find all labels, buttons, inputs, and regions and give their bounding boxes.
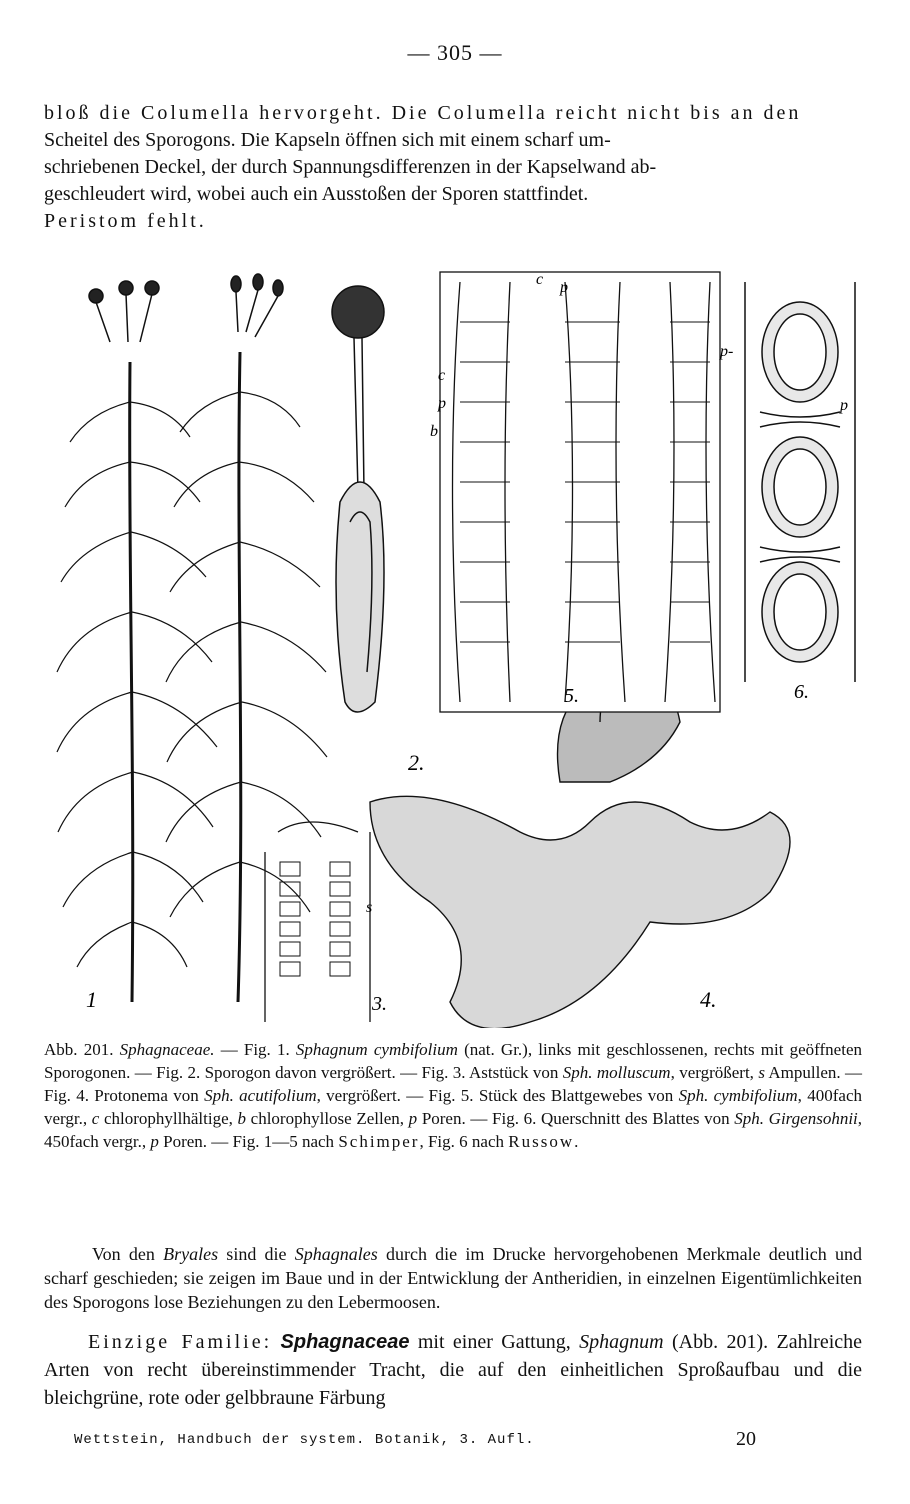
caption-species: Sph. acutifolium [204, 1086, 317, 1105]
fig5-leaf-tissue [440, 272, 720, 712]
paragraph-text: mit einer Gattung, [409, 1331, 580, 1353]
caption-text: — Fig. 1. [214, 1040, 296, 1059]
caption-text: , vergrößert, [670, 1063, 759, 1082]
caption-text: Ampullen. — Fig. 4. Protonema von [44, 1063, 862, 1105]
figure-abb-201 [40, 262, 866, 1028]
caption-letter: p [150, 1132, 159, 1151]
annotation-p: p [560, 279, 568, 296]
caption-text: , 450fach vergr., [44, 1109, 863, 1151]
caption-text: , 400fach vergr., [44, 1086, 862, 1128]
caption-text: chlorophyllhältige, [99, 1109, 238, 1128]
caption-letter: b [237, 1109, 247, 1128]
caption-author: Russow [508, 1132, 575, 1151]
caption-text: . [574, 1132, 579, 1151]
caption-letter: s [758, 1063, 765, 1082]
fig2-label: 2. [408, 750, 425, 775]
family-name: Sphagnaceae [280, 1331, 410, 1353]
fig4-protonema [370, 660, 790, 1028]
fig6-label: 6. [794, 681, 809, 703]
caption-text: , Fig. 6 nach [419, 1132, 509, 1151]
annotation-c: c [536, 271, 544, 288]
annotation-c: c [438, 367, 446, 384]
taxon-name: Sphagnales [294, 1244, 378, 1264]
annotation-p: p- [720, 343, 734, 360]
intro-line: schriebenen Deckel, der durch Spannungsdifferenzen in der Kapselwand ab- [44, 156, 657, 178]
fig1-moss-plants [57, 274, 327, 1002]
annotation-p: p [840, 397, 848, 414]
paragraph-text: (Abb. 201). Zahlreiche Arten von recht übereinstimmender Tracht, die auf den einheitlichen Sproßaufbau und die bleichgrüne, rote oder gelbbraune Färbung [44, 1331, 863, 1409]
annotation-s: s [366, 899, 373, 916]
annotation-b: b [430, 423, 438, 440]
intro-line: Peristom fehlt. [44, 210, 207, 232]
genus-name: Sphagnum [579, 1331, 664, 1353]
annotation-p: p [438, 395, 446, 412]
caption-text: (nat. Gr.), links mit geschlossenen, rechts mit geöffneten Sporogonen. — Fig. 2. Sporogon davon vergrößert. — Fig. 3. Aststück von [44, 1040, 862, 1082]
page-number: — 305 — [407, 40, 503, 65]
taxon-name: Bryales [163, 1244, 219, 1264]
paragraph-text: sind die [218, 1244, 295, 1264]
family-lead: Einzige Familie: [88, 1331, 273, 1353]
bryales-paragraph [44, 1242, 862, 1314]
caption-letter: c [91, 1109, 100, 1128]
intro-line: Scheitel des Sporogons. Die Kapseln öffnen sich mit einem scharf um- [44, 129, 611, 151]
figure-caption [44, 1038, 862, 1153]
fig5-label: 5. [564, 685, 579, 707]
intro-paragraph [44, 100, 862, 235]
family-paragraph [44, 1328, 862, 1412]
fig2-sporogon [332, 286, 384, 712]
paragraph-text: durch die im Drucke hervorgehobenen Merkmale deutlich und scharf geschieden; sie zeigen im Baue und in der Entwicklung der Antheridien, in einzelnen Eigentümlichkeiten des Sporogons lose Beziehungen zu den Lebermoosen. [44, 1244, 862, 1312]
caption-family: Sphagnaceae. [119, 1040, 215, 1059]
fig4-label: 4. [700, 987, 717, 1012]
fig3-label: 3. [372, 993, 387, 1015]
caption-letter: p [408, 1109, 418, 1128]
fig3-branch-piece [265, 822, 373, 1022]
footer-signature: 20 [736, 1428, 756, 1450]
fig1-label: 1 [86, 987, 97, 1012]
caption-abb: Abb. 201. [44, 1040, 114, 1059]
caption-species: Sph. molluscum [562, 1063, 671, 1082]
caption-text: Poren. — Fig. 1—5 nach [158, 1132, 339, 1151]
paragraph-text: Von den [92, 1244, 164, 1264]
caption-author: Schimper [338, 1132, 420, 1151]
footer-citation: Wettstein, Handbuch der system. Botanik, 3. Aufl. [74, 1432, 535, 1448]
caption-species: Sph. cymbifolium [678, 1086, 798, 1105]
fig6-cross-section [740, 272, 860, 692]
caption-text: , vergrößert. — Fig. 5. Stück des Blattgewebes von [316, 1086, 679, 1105]
caption-species: Sph. Girgensohnii [734, 1109, 858, 1128]
intro-line: geschleudert wird, wobei auch ein Ausstoßen der Sporen stattfindet. [44, 183, 589, 205]
intro-line: bloß die Columella hervorgeht. Die Columella reicht nicht bis an den [44, 102, 802, 124]
caption-species: Sphagnum cymbifolium [295, 1040, 458, 1059]
figure-illustration [40, 262, 866, 1028]
caption-text: chlorophyllose Zellen, [246, 1109, 409, 1128]
caption-text: Poren. — Fig. 6. Querschnitt des Blattes von [417, 1109, 735, 1128]
